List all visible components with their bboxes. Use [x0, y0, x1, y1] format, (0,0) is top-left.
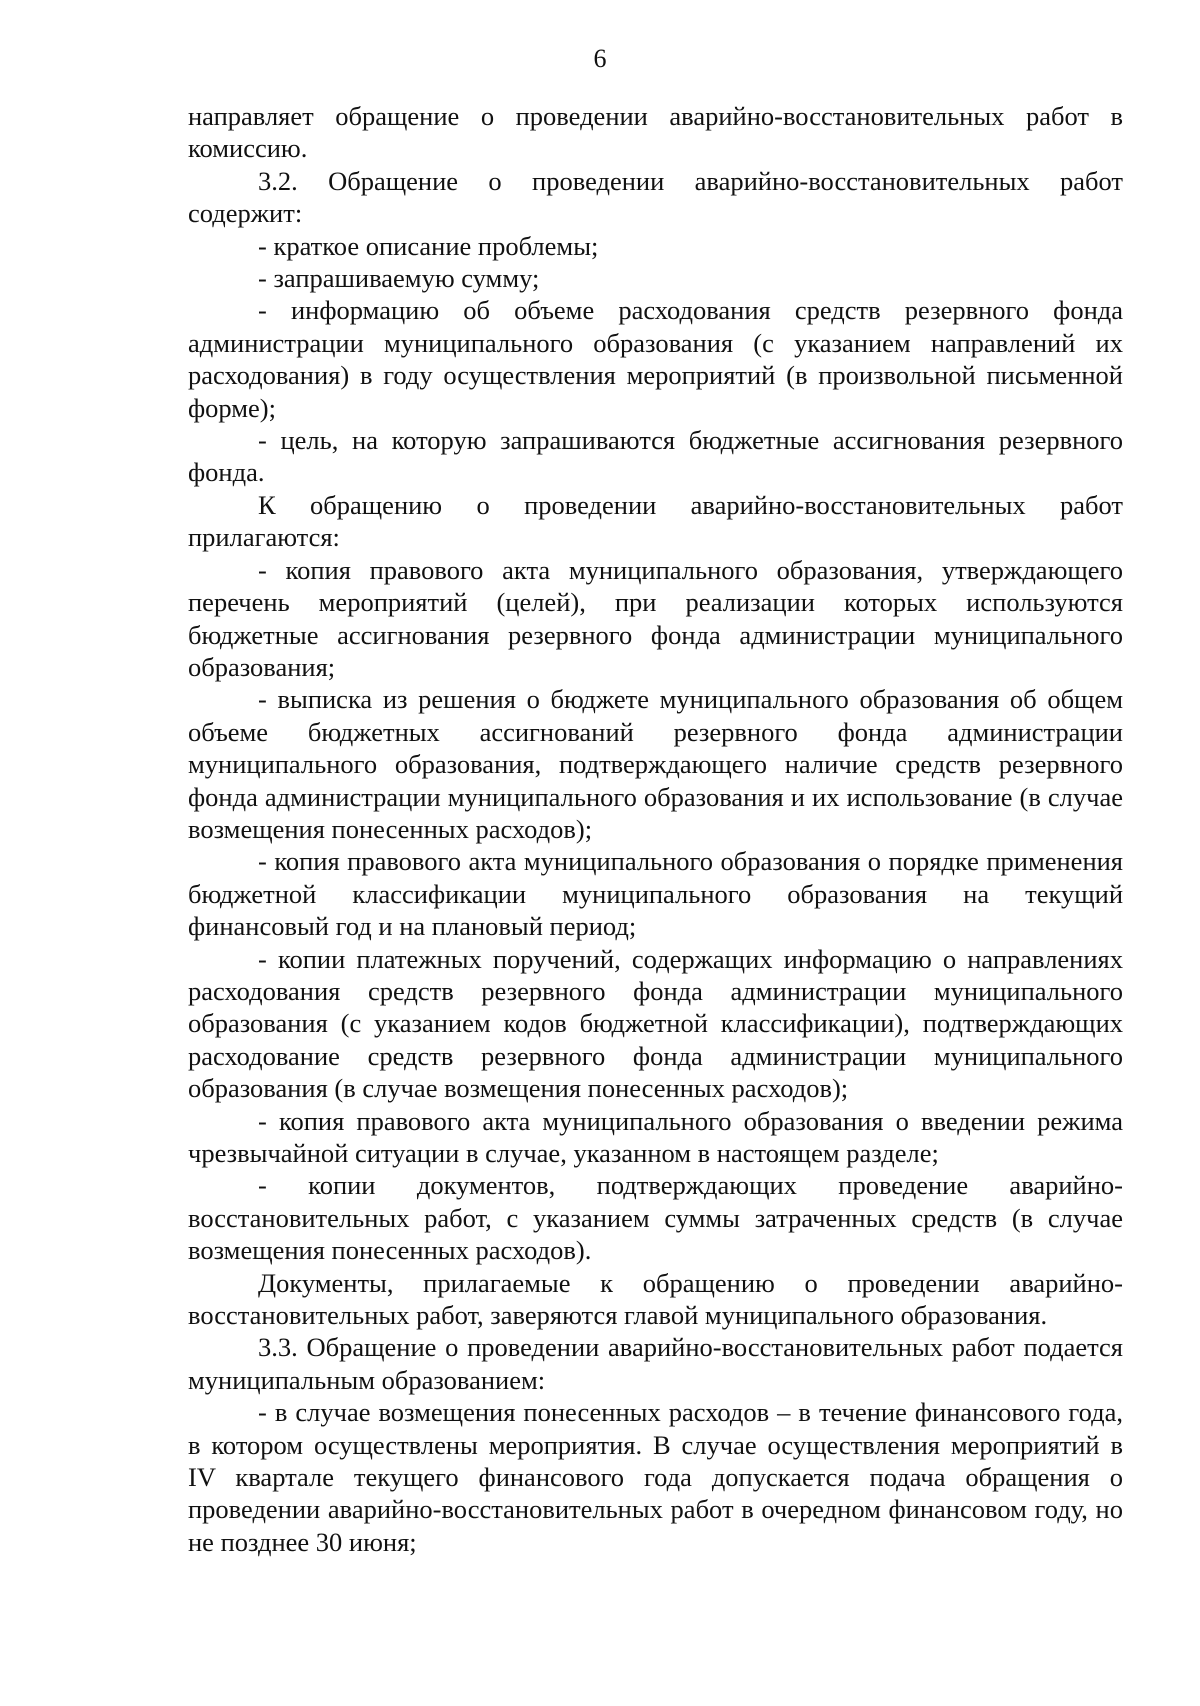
list-item: - копия правового акта муниципального образования о введении режима чрезвычайной ситуации в случае, указанном в настоящем разделе; [188, 1105, 1123, 1168]
paragraph: К обращению о проведении аварийно-восстановительных работ прилагаются: [188, 489, 1123, 553]
list-item: - копия правового акта муниципального образования о порядке применения бюджетной классификации муниципального образования на текущий финансовый год и на плановый период; [188, 846, 1123, 942]
list-item: - в случае возмещения понесенных расходов – в течение финансового года, в котором осуществлены мероприятия. В случае осуществления мероприятий в IV квартале текущего финансового года допускается подача обращения о проведении аварийно-восстановительных работ в очередном финансовом году, но не позднее 30 июня; [188, 1397, 1123, 1557]
list-item: - выписка из решения о бюджете муниципального образования об общем объеме бюджетных ассигнований резервного фонда администрации муниципального образования, подтверждающего наличие средств резервного фонда администрации муниципального образования и их использование (в случае возмещения понесенных расходов); [188, 684, 1123, 844]
paragraph: направляет обращение о проведении аварийно-восстановительных работ в комиссию. [188, 101, 1123, 164]
paragraph: 3.2. Обращение о проведении аварийно-восстановительных работ содержит: [188, 165, 1123, 229]
list-item: - информацию об объеме расходования средств резервного фонда администрации муниципального образования (с указанием направлений их расходования) в году осуществления мероприятий (в произвольной письменной форме); [188, 295, 1123, 423]
page-number: 6 [593, 44, 607, 73]
paragraph: Документы, прилагаемые к обращению о проведении аварийно-восстановительных работ, заверяются главой муниципального образования. [188, 1267, 1123, 1331]
list-item: - краткое описание проблемы; [258, 230, 599, 261]
list-item: - копия правового акта муниципального образования, утверждающего перечень мероприятий (целей), при реализации которых используются бюджетные ассигнования резервного фонда администрации муниципального образования; [188, 554, 1123, 682]
list-item: - запрашиваемую сумму; [258, 263, 540, 294]
list-item: - копии документов, подтверждающих проведение аварийно-восстановительных работ, с указанием суммы затраченных средств (в случае возмещения понесенных расходов). [188, 1170, 1123, 1266]
paragraph: 3.3. Обращение о проведении аварийно-восстановительных работ подается муниципальным образованием: [188, 1332, 1123, 1395]
list-item: - копии платежных поручений, содержащих информацию о направлениях расходования средств резервного фонда администрации муниципального образования (с указанием кодов бюджетной классификации), подтверждающих расходование средств резервного фонда администрации муниципального образования (в случае возмещения понесенных расходов); [188, 943, 1123, 1104]
list-item: - цель, на которую запрашиваются бюджетные ассигнования резервного фонда. [188, 425, 1123, 488]
document-body [188, 100, 1123, 1558]
